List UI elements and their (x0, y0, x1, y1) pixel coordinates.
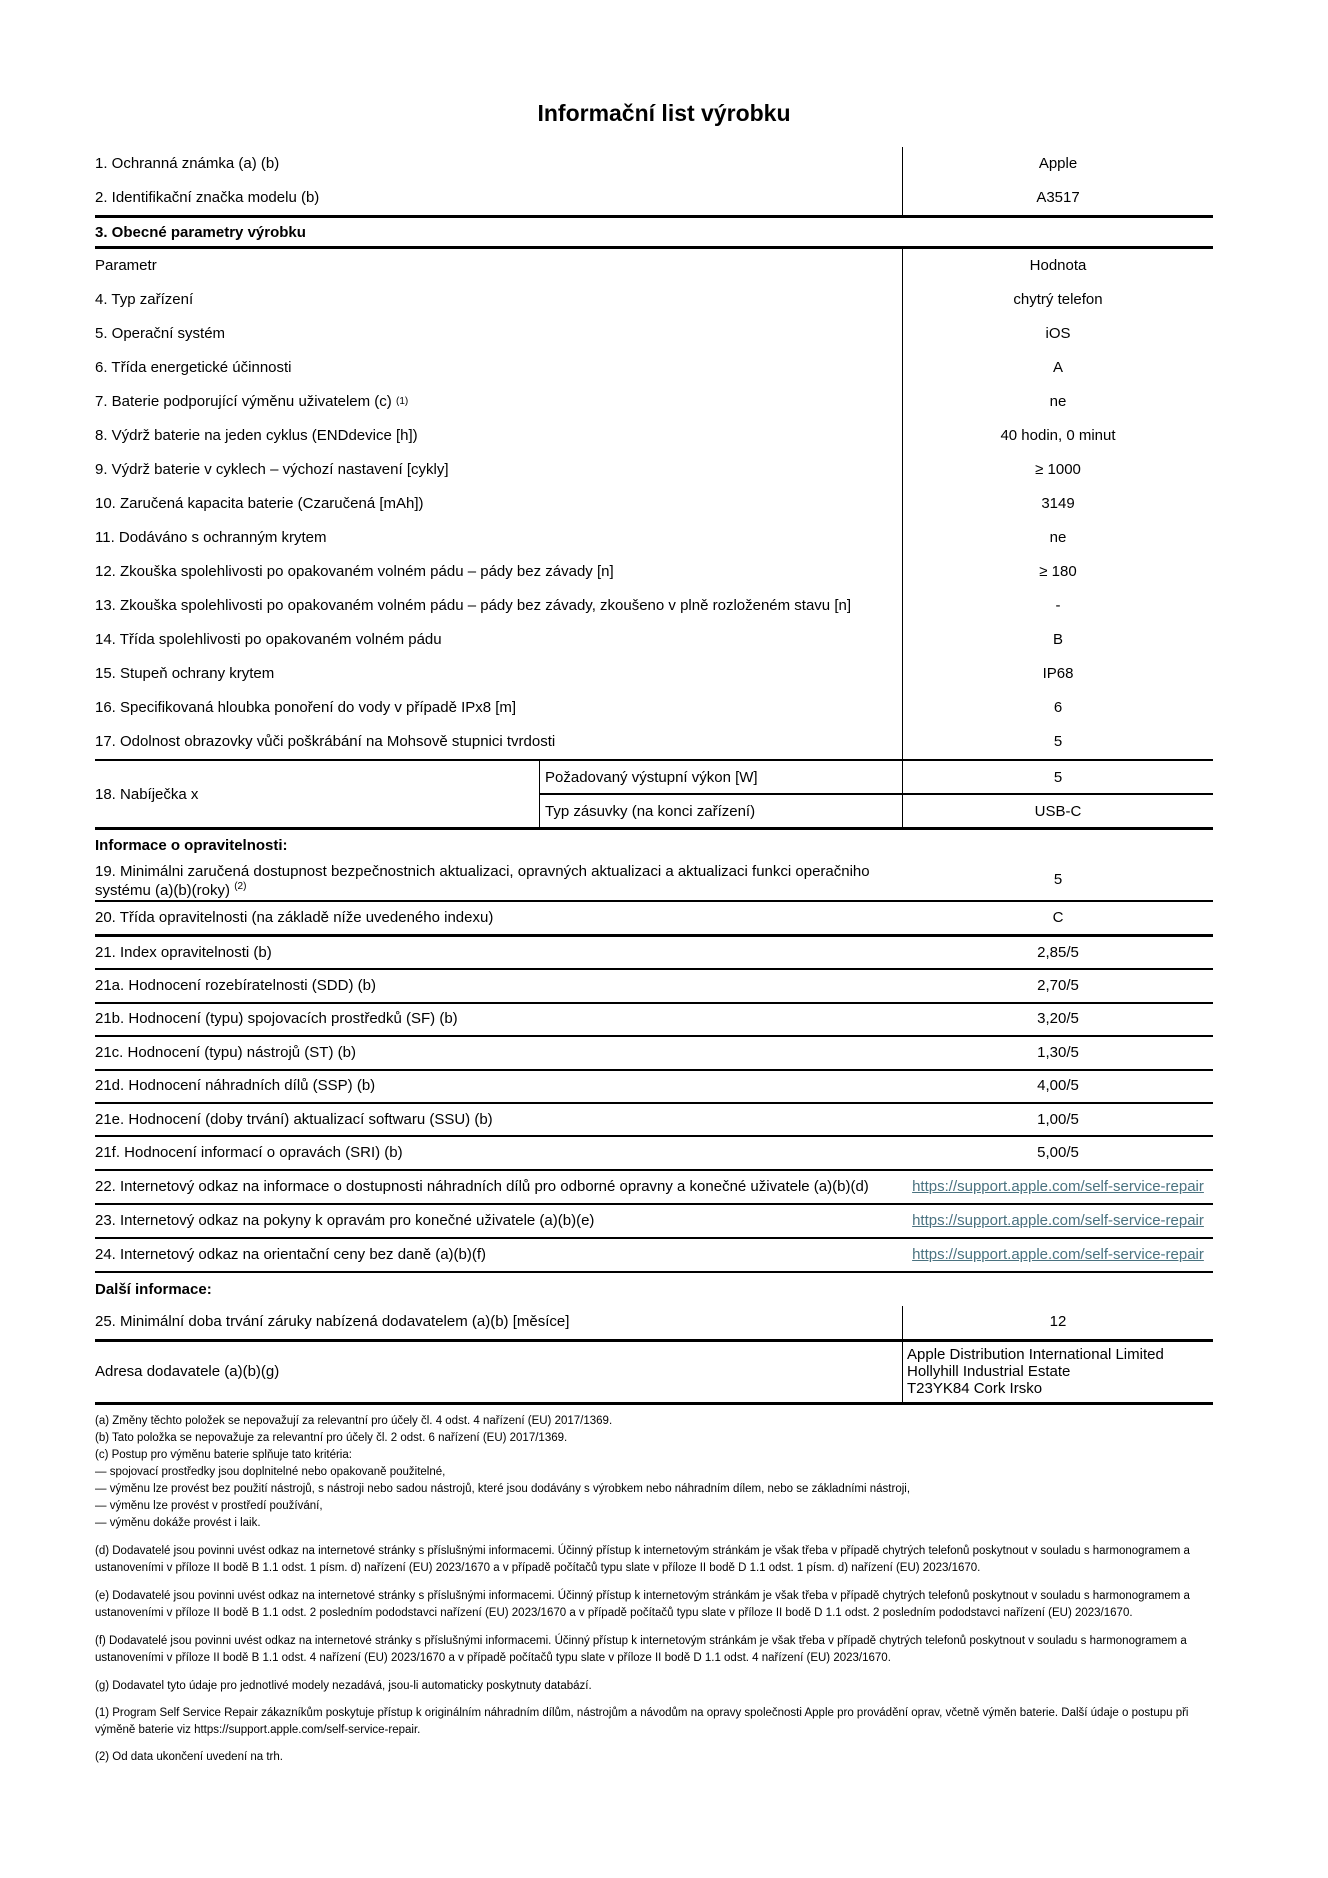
row-value: C (1052, 909, 1064, 926)
row-repair-instructions-link (95, 1205, 1213, 1239)
row-value: 5 (1053, 871, 1063, 888)
row-label: 1. Ochranná známka (a) (b) (95, 147, 903, 181)
footnote-d: (d) Dodavatelé jsou povinni uvést odkaz na internetové stránky s příslušnými informacemi. Účinný přístup k internetovým stránkám je však třeba v případě chytrých telefonů poskytnout v souladu s harmonogramem a ustanoveními v příloze II bodě B 1.1 odst. 1 písm. d) nařízení (EU) 2023/1670 a v případě počítačů typu slate v příloze II bodě D 1.1 odst. 1 písm. d) nařízení (EU) 2023/1670. (95, 1544, 1190, 1574)
row-label: 25. Minimální doba trvání záruky nabízená dodavatelem (a)(b) [měsíce] (95, 1306, 903, 1339)
row-free-fall-reliability (95, 555, 1213, 589)
row-label: 23. Internetový odkaz na pokyny k opravám pro konečné uživatele (a)(b)(e) (95, 1211, 595, 1229)
row-immersion-depth (95, 691, 1213, 725)
row-scratch-resistance (95, 725, 1213, 759)
footnote-a: (a) Změny těchto položek se nepovažují za relevantní pro účely čl. 4 odst. 4 nařízení (EU) 2017/1369. (95, 1414, 613, 1427)
footnote-c-item: — výměnu dokáže provést i laik. (95, 1516, 261, 1529)
footnote-marker: (2) (234, 881, 247, 892)
row-value (903, 1205, 1213, 1237)
row-label: 16. Specifikovaná hloubka ponoření do vody v případě IPx8 [m] (95, 691, 903, 725)
row-value: A3517 (1036, 189, 1080, 206)
row-label: 14. Třída spolehlivosti po opakovaném volném pádu (95, 623, 903, 657)
row-value: IP68 (1042, 665, 1074, 682)
fiche-content (95, 147, 1213, 1766)
general-parameters-table (95, 249, 1213, 759)
section-heading-general-parameters: 3. Obecné parametry výrobku (95, 218, 1213, 249)
footnote-g: (g) Dodavatel tyto údaje pro jednotlivé modely nezadává, jsou-li automaticky poskytnuty databází. (95, 1679, 592, 1692)
row-battery-endurance-cycles (95, 453, 1213, 487)
row-repair-information-rating (95, 1137, 1213, 1170)
charger-sub-value-socket-type: USB-C (1034, 802, 1082, 820)
row-value: chytrý telefon (1013, 291, 1103, 308)
footnote-c-item: — výměnu lze provést v prostředí používání, (95, 1499, 323, 1512)
row-value: 40 hodin, 0 minut (1000, 427, 1116, 444)
row-value: 3149 (1041, 495, 1075, 512)
row-charger (95, 759, 1213, 830)
row-label: 5. Operační systém (95, 317, 903, 351)
row-free-fall-class (95, 623, 1213, 657)
table-header-row (95, 249, 1213, 283)
row-label: 7. Baterie podporující výměnu uživatelem (c) (1) (95, 385, 903, 419)
supplier-address-value (903, 1342, 1213, 1402)
self-service-repair-link[interactable]: https://support.apple.com/self-service-repair (912, 1245, 1204, 1263)
row-label: 24. Internetový odkaz na orientační ceny bez daně (a)(b)(f) (95, 1245, 487, 1263)
charger-sub-value-output-power: 5 (903, 761, 1213, 795)
row-value: 1,30/5 (1037, 1043, 1079, 1061)
row-indicative-prices-link (95, 1239, 1213, 1273)
identity-table (95, 147, 1213, 218)
row-label: 13. Zkouška spolehlivosti po opakovaném volném pádu – pády bez závady, zkoušeno v plně rozloženém stavu [n] (95, 589, 903, 623)
row-label: 4. Typ zařízení (95, 283, 903, 317)
row-label: 21c. Hodnocení (typu) nástrojů (ST) (b) (95, 1043, 356, 1061)
row-value: - (1055, 597, 1061, 614)
row-value: 5 (1053, 733, 1063, 750)
row-rated-battery-capacity (95, 487, 1213, 521)
row-label: 11. Dodáváno s ochranným krytem (95, 521, 903, 555)
row-label: 12. Zkouška spolehlivosti po opakovaném volném pádu – pády bez závady [n] (95, 555, 903, 589)
footnote-f: (f) Dodavatelé jsou povinni uvést odkaz na internetové stránky s příslušnými informacemi. Účinný přístup k internetovým stránkám je však třeba v případě chytrých telefonů poskytnout v souladu s harmonogramem a ustanoveními v příloze II bodě B 1.1 odst. 4 nařízení (EU) 2023/1670 a v případě počítačů typu slate v příloze II bodě D 1.1 odst. 4 nařízení (EU) 2023/1670. (95, 1634, 1187, 1664)
row-label: 21f. Hodnocení informací o opravách (SRI) (b) (95, 1144, 403, 1162)
row-value: 1,00/5 (1037, 1110, 1079, 1128)
row-spare-parts-link (95, 1171, 1213, 1205)
row-label: 21d. Hodnocení náhradních dílů (SSP) (b) (95, 1077, 376, 1095)
section-heading-more-info: Další informace: (95, 1280, 212, 1298)
row-fasteners-rating (95, 1004, 1213, 1037)
row-label: Adresa dodavatele (a)(b)(g) (95, 1342, 903, 1402)
row-value: 4,00/5 (1037, 1077, 1079, 1095)
row-software-updates-rating (95, 1104, 1213, 1137)
row-value: 12 (1049, 1313, 1067, 1331)
row-label: 17. Odolnost obrazovky vůči poškrábání na Mohsově stupnici tvrdosti (95, 725, 903, 759)
charger-sub-label-output-power: Požadovaný výstupní výkon [W] (540, 761, 903, 795)
footnote-c-item: — výměnu lze provést bez použití nástrojů, s nástroji nebo sadou nástrojů, které jsou dodávány s výrobkem nebo náhradním dílem, nebo se základními nástroji, (95, 1482, 911, 1495)
column-header-value: Hodnota (1029, 257, 1087, 274)
column-header-parameter: Parametr (95, 249, 903, 283)
row-label (95, 860, 903, 900)
row-label: 9. Výdrž baterie v cyklech – výchozí nastavení [cykly] (95, 453, 903, 487)
row-value: ne (1049, 393, 1067, 410)
row-user-replaceable-battery (95, 385, 1213, 419)
footnote-1: (1) Program Self Service Repair zákazníkům poskytuje přístup k originálním náhradním dílům, nástrojům a návodům na opravy společnosti Apple pro provádění oprav, včetně výměn baterie. Další údaje o postupu při výměně baterie viz https://support.apple.com/self-service-repair. (95, 1706, 1189, 1736)
row-update-availability (95, 860, 1213, 902)
row-value: 3,20/5 (1037, 1010, 1079, 1028)
footnote-2: (2) Od data ukončení uvedení na trh. (95, 1750, 283, 1763)
row-value (903, 1171, 1213, 1203)
row-protective-cover (95, 521, 1213, 555)
row-label-line1: 19. Minimálni zaručená dostupnost bezpečnostnich aktualizaci, opravných aktualizaci a aktualizaci funkci operačniho (95, 863, 870, 880)
address-line: Hollyhill Industrial Estate (907, 1363, 1071, 1381)
row-warranty-duration (95, 1306, 1213, 1342)
row-value: 2,70/5 (1037, 977, 1079, 995)
row-label: 10. Zaručená kapacita baterie (Czaručená [mAh]) (95, 487, 903, 521)
row-value: 2,85/5 (1037, 943, 1079, 961)
footnotes (95, 1413, 1213, 1766)
row-battery-endurance-cycle (95, 419, 1213, 453)
row-label: 20. Třída opravitelnosti (na základě níže uvedeného indexu) (95, 909, 494, 926)
charger-sub-label-socket-type: Typ zásuvky (na konci zařízení) (540, 795, 903, 827)
address-line: T23YK84 Cork Irsko (907, 1380, 1043, 1398)
row-spare-parts-rating (95, 1071, 1213, 1104)
page-title: Informační list výrobku (537, 100, 791, 126)
footnote-c-item: — spojovací prostředky jsou doplnitelné nebo opakovaně použitelné, (95, 1465, 446, 1478)
footnote-e: (e) Dodavatelé jsou povinni uvést odkaz na internetové stránky s příslušnými informacemi. Účinný přístup k internetovým stránkám je však třeba v případě chytrých telefonů poskytnout v souladu s harmonogramem a ustanoveními v příloze II bodě B 1.1 odst. 2 posledním pododstavci nařízení (EU) 2023/1670 a v případě počítačů typu slate v příloze II bodě D 1.1 odst. 2 posledním pododstavci nařízení (EU) 2023/1670. (95, 1589, 1190, 1619)
row-label: 8. Výdrž baterie na jeden cyklus (ENDdevice [h]) (95, 419, 903, 453)
row-value: ≥ 180 (1039, 563, 1077, 580)
row-value (903, 1239, 1213, 1271)
row-device-type (95, 283, 1213, 317)
row-free-fall-reliability-unfolded (95, 589, 1213, 623)
address-line: Apple Distribution International Limited (907, 1346, 1164, 1364)
row-value: ne (1049, 529, 1067, 546)
self-service-repair-link[interactable]: https://support.apple.com/self-service-repair (912, 1211, 1204, 1229)
row-value: ≥ 1000 (1035, 461, 1081, 478)
row-energy-class (95, 351, 1213, 385)
row-label: 21b. Hodnocení (typu) spojovacích prostředků (SF) (b) (95, 1010, 458, 1028)
row-value: iOS (1045, 325, 1071, 342)
footnote-c: (c) Postup pro výměnu baterie splňuje tato kritéria: (95, 1448, 352, 1461)
footnote-b: (b) Tato položka se nepovažuje za relevantní pro účely čl. 2 odst. 6 nařízení (EU) 2017/1369. (95, 1431, 568, 1444)
row-model-id (95, 181, 1213, 215)
row-label: 22. Internetový odkaz na informace o dostupnosti náhradních dílů pro odborné opravny a konečné uživatele (a)(b)(d) (95, 1177, 869, 1195)
row-repairability-class (95, 902, 1213, 937)
row-label: 6. Třída energetické účinnosti (95, 351, 903, 385)
row-label: 18. Nabíječka x (95, 761, 540, 827)
row-label-line2: systému (a)(b)(roky) (95, 882, 231, 899)
row-trademark (95, 147, 1213, 181)
row-supplier-address (95, 1342, 1213, 1405)
row-value: A (1052, 359, 1063, 376)
row-tools-rating (95, 1037, 1213, 1070)
row-repairability-index (95, 937, 1213, 970)
row-value: Apple (1038, 155, 1078, 172)
row-label: 21e. Hodnocení (doby trvání) aktualizací softwaru (SSU) (b) (95, 1110, 493, 1128)
row-value: B (1052, 631, 1063, 648)
row-label: 21a. Hodnocení rozebíratelnosti (SDD) (b) (95, 977, 376, 995)
row-value: 5,00/5 (1037, 1144, 1079, 1162)
row-label: 2. Identifikační značka modelu (b) (95, 181, 903, 215)
row-operating-system (95, 317, 1213, 351)
row-disassembly-rating (95, 970, 1213, 1003)
row-value: 6 (1053, 699, 1063, 716)
row-label-text: 7. Baterie podporující výměnu uživatelem (c) (95, 393, 392, 410)
row-label: 21. Index opravitelnosti (b) (95, 943, 272, 961)
section-heading-repairability: Informace o opravitelnosti: (95, 836, 288, 854)
row-ingress-protection (95, 657, 1213, 691)
row-label: 15. Stupeň ochrany krytem (95, 657, 903, 691)
self-service-repair-link[interactable]: https://support.apple.com/self-service-repair (912, 1177, 1204, 1195)
